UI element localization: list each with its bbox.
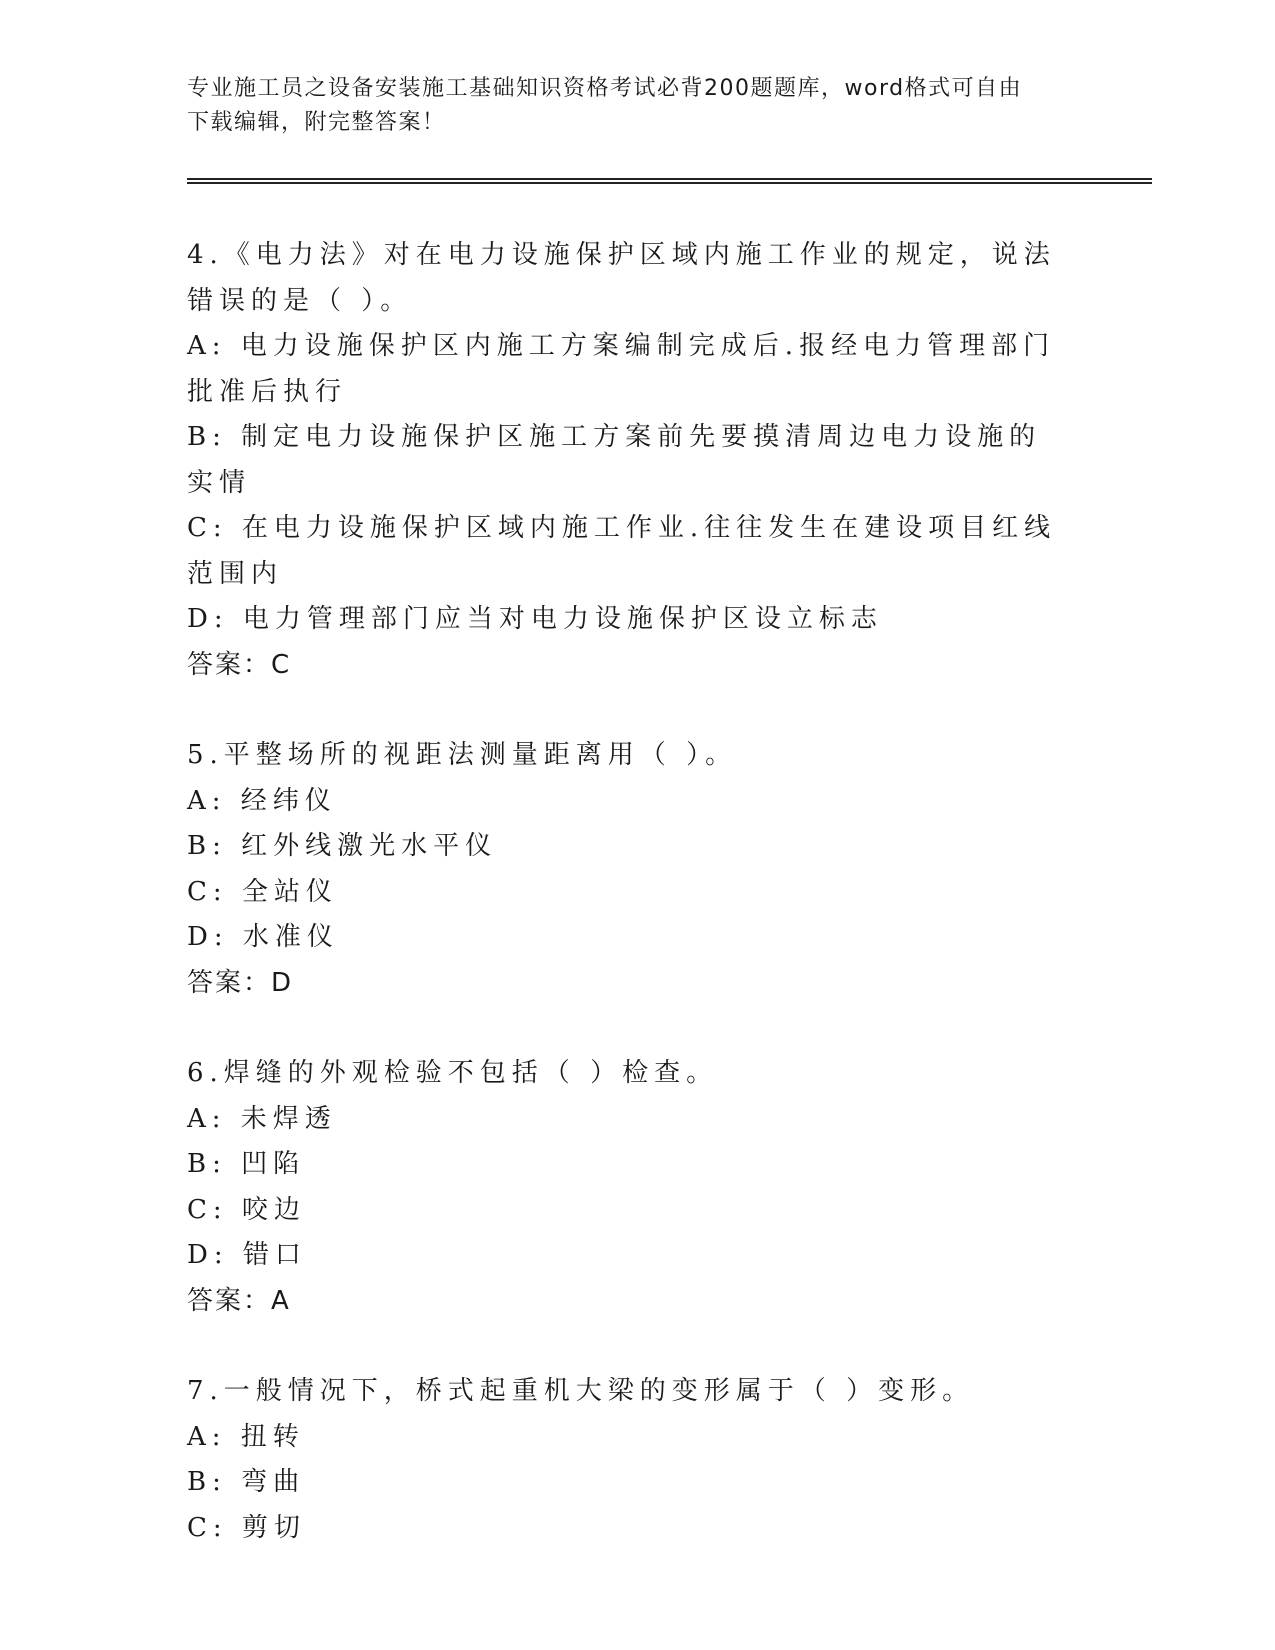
option-d: D: 错口 xyxy=(187,1240,307,1270)
option-a: A: 扭转 xyxy=(187,1421,305,1452)
question-stem: 6.焊缝的外观检验不包括（ ）检查。 xyxy=(187,1058,719,1088)
answer-label: 答案：A xyxy=(187,1285,291,1316)
option-c: C: 在电力设施保护区域内施工作业.往往发生在建设项目红线范围内 xyxy=(187,513,1057,589)
question-list xyxy=(187,233,1067,1596)
question-block xyxy=(187,1369,1067,1551)
header-rule-bottom xyxy=(187,182,1152,184)
option-a: A: 未焊透 xyxy=(187,1103,337,1134)
option-b: B: 弯曲 xyxy=(187,1467,306,1497)
option-b: B: 红外线激光水平仪 xyxy=(187,831,498,861)
answer-label: 答案：C xyxy=(187,649,292,680)
option-d: D: 水准仪 xyxy=(187,922,339,952)
document-header xyxy=(187,72,1087,140)
option-b: B: 凹陷 xyxy=(187,1149,306,1179)
question-stem: 7.一般情况下，桥式起重机大梁的变形属于（ ）变形。 xyxy=(187,1376,975,1406)
option-a: A: 电力设施保护区内施工方案编制完成后.报经电力管理部门批准后执行 xyxy=(187,331,1056,407)
question-block xyxy=(187,233,1067,688)
header-line-2: 下载编辑，附完整答案！ xyxy=(187,110,446,135)
question-stem: 4.《电力法》对在电力设施保护区域内施工作业的规定，说法错误的是（ ）。 xyxy=(187,240,1056,316)
option-c: C: 剪切 xyxy=(187,1512,306,1543)
question-stem: 5.平整场所的视距法测量距离用（ ）。 xyxy=(187,740,738,770)
question-block xyxy=(187,1051,1067,1324)
option-c: C: 咬边 xyxy=(187,1194,306,1225)
question-block xyxy=(187,733,1067,1006)
option-c: C: 全站仪 xyxy=(187,876,338,907)
header-line-1: 专业施工员之设备安装施工基础知识资格考试必背200题题库，word格式可自由 xyxy=(187,76,1023,101)
option-a: A: 经纬仪 xyxy=(187,785,337,816)
option-b: B: 制定电力设施保护区施工方案前先要摸清周边电力设施的实情 xyxy=(187,422,1042,498)
answer-label: 答案：D xyxy=(187,967,294,998)
header-rule-top xyxy=(187,178,1152,180)
option-d: D: 电力管理部门应当对电力设施保护区设立标志 xyxy=(187,604,883,634)
